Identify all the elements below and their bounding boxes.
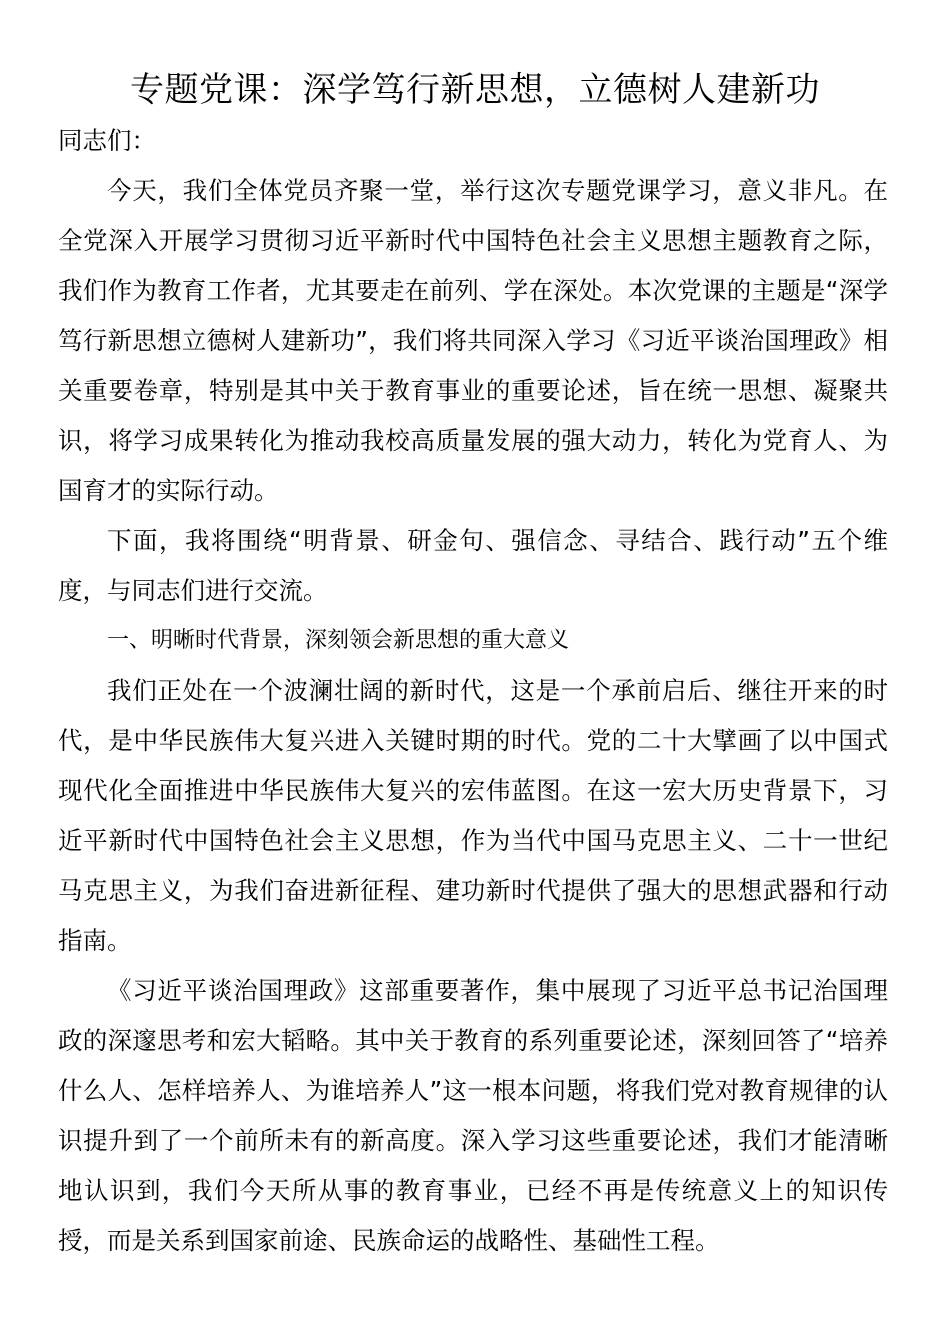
paragraph-background: 我们正处在一个波澜壮阔的新时代，这是一个承前启后、继往开来的时代，是中华民族伟大复兴进入关键时期的时代。党的二十大擘画了以中国式现代化全面推进中华民族伟大复兴的宏伟蓝图。在这一宏大历史背景下，习近平新时代中国特色社会主义思想，作为当代中国马克思主义、二十一世纪马克思主义，为我们奋进新征程、建功新时代提供了强大的思想武器和行动指南。 bbox=[58, 676, 888, 955]
paragraph-outline: 下面，我将围绕“明背景、研金句、强信念、寻结合、践行动”五个维度，与同志们进行交流。 bbox=[58, 526, 888, 605]
paragraph-book: 《习近平谈治国理政》这部重要著作，集中展现了习近平总书记治国理政的深邃思考和宏大韬略。其中关于教育的系列重要论述，深刻回答了“培养什么人、怎样培养人、为谁培养人”这一根本问题，将我们党对教育规律的认识提升到了一个前所未有的新高度。深入学习这些重要论述，我们才能清晰地认识到，我们今天所从事的教育事业，已经不再是传统意义上的知识传授，而是关系到国家前途、民族命运的战略性、基础性工程。 bbox=[58, 976, 888, 1255]
document-body bbox=[58, 116, 888, 1266]
paragraph-opening: 今天，我们全体党员齐聚一堂，举行这次专题党课学习，意义非凡。在全党深入开展学习贯彻习近平新时代中国特色社会主义思想主题教育之际，我们作为教育工作者，尤其要走在前列、学在深处。本次党课的主题是“深学笃行新思想立德树人建新功”，我们将共同深入学习《习近平谈治国理政》相关重要卷章，特别是其中关于教育事业的重要论述，旨在统一思想、凝聚共识，将学习成果转化为推动我校高质量发展的强大动力，转化为党育人、为国育才的实际行动。 bbox=[58, 176, 888, 505]
salutation: 同志们： bbox=[58, 126, 156, 155]
section-heading-1: 一、明晰时代背景，深刻领会新思想的重大意义 bbox=[107, 628, 570, 653]
document-title: 专题党课：深学笃行新思想，立德树人建新功 bbox=[130, 70, 820, 110]
